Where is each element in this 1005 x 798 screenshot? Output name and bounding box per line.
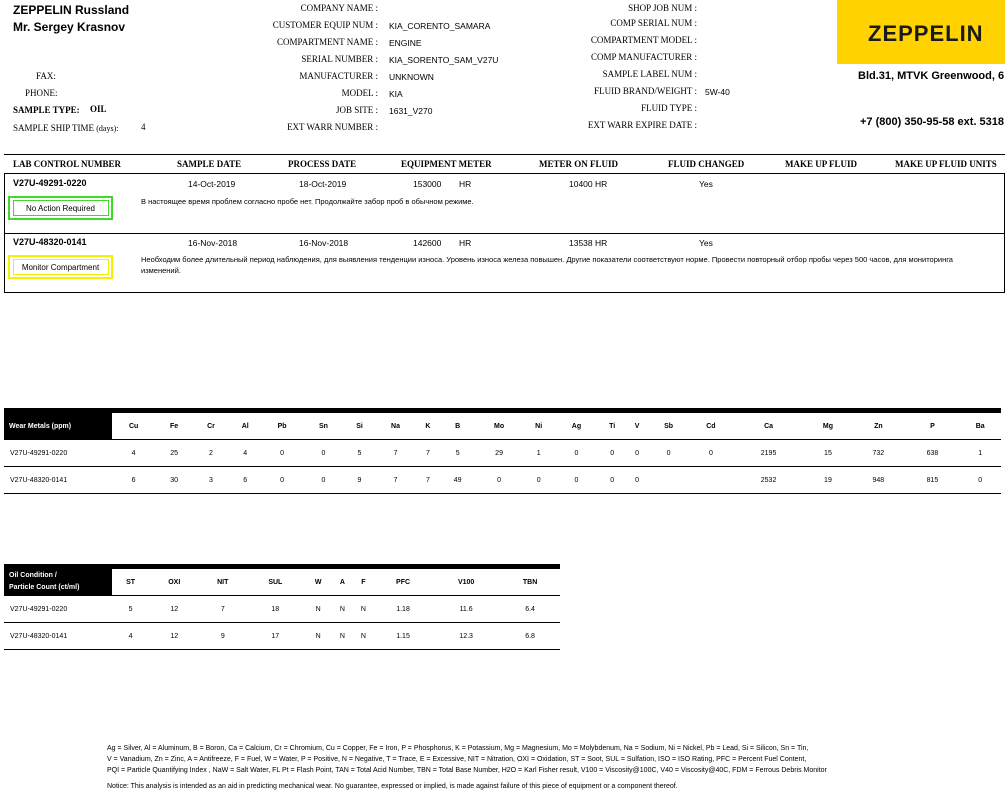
fax-label: FAX:	[36, 71, 56, 81]
ship-time-label: SAMPLE SHIP TIME (days):	[13, 123, 119, 133]
table-cell: 2532	[733, 467, 805, 494]
table-cell: 1	[959, 440, 1001, 467]
sample-comment: В настоящее время проблем согласно пробе нет. Продолжайте забор проб в обычном режиме.	[141, 197, 474, 206]
element-column-header: Mg	[805, 411, 852, 440]
disclaimer-notice: Notice: This analysis is intended as an aid in predicting mechanical wear. No guarantee, expressed or implied, is made against failure of this piece of equipment or a component thereof.	[107, 783, 678, 790]
fluid-field-label: COMPARTMENT MODEL :	[590, 35, 697, 45]
meter-unit: HR	[459, 238, 472, 248]
row-sample-id: V27U-49291-0220	[4, 596, 112, 623]
status-label: No Action Required	[13, 200, 109, 216]
fluid-field-label: COMP SERIAL NUM :	[610, 18, 697, 28]
table-cell: 1.18	[374, 596, 432, 623]
element-column-header: Ag	[555, 411, 598, 440]
col-sample-date: SAMPLE DATE	[177, 159, 242, 169]
abbreviation-legend: Ag = Silver, Al = Aluminum, B = Boron, Ca = Calcium, Cr = Chromium, Cu = Copper, Fe = Iron, P = Phosphorus, K = Potassium, Mg = Magnesium, Mo = Molybdenum, Na = Sodium, Ni = Nickel, Pb = Lead, Si = Silicon, Sn = Tin, V = Vanadium, Zn = Zinc, A = Antifreeze, F = Fuel, W = Water, P = Positive, N = Negative, T = Trace, E = Excessive, NIT = Nitration, OXI = Oxidation, ST = Soot, SUL = Sulfation, ISO = ISO Rating, PFC = Percent Fuel Content, PQI = Particle Quantifying Index , NaW = Salt Water, FL Pt = Flash Point, TAN = Total Acid Number, TBN = Total Base Number, H2O = Karl Fisher result, V100 = Viscosity@100C, V40 = Viscosity@40C, FDM = Ferrous Debris Monitor	[107, 745, 827, 774]
equipment-field-label: COMPARTMENT NAME :	[277, 37, 378, 47]
equipment-field-label: COMPANY NAME :	[300, 3, 378, 13]
element-column-header: Zn	[851, 411, 905, 440]
table-cell: 6	[112, 467, 155, 494]
table-cell: N	[304, 623, 331, 650]
col-meter-on-fluid: METER ON FLUID	[539, 159, 619, 169]
col-equipment-meter: EQUIPMENT METER	[401, 159, 492, 169]
table-cell: 2195	[733, 440, 805, 467]
table-cell: 0	[555, 440, 598, 467]
element-column-header: K	[416, 411, 439, 440]
table-cell: 17	[246, 623, 304, 650]
table-cell: 11.6	[432, 596, 500, 623]
col-make-up-fluid-units: MAKE UP FLUID UNITS	[895, 159, 997, 169]
condition-column-header: OXI	[149, 567, 199, 596]
condition-column-header: TBN	[500, 567, 560, 596]
lab-header-row	[4, 154, 1005, 174]
element-column-header: Mo	[476, 411, 523, 440]
address: Bld.31, MTVK Greenwood, 6	[858, 70, 1005, 82]
table-cell: 12.3	[432, 623, 500, 650]
status-badge	[8, 255, 113, 279]
element-column-header: Ti	[598, 411, 626, 440]
element-column-header: P	[905, 411, 959, 440]
wear-metals-table	[4, 408, 1001, 494]
equipment-field-label: SERIAL NUMBER :	[301, 54, 378, 64]
element-column-header: Fe	[155, 411, 193, 440]
sample-type-value: OIL	[90, 104, 107, 114]
condition-column-header: PFC	[374, 567, 432, 596]
table-cell: 0	[648, 440, 689, 467]
fluid-field-label: SHOP JOB NUM :	[628, 3, 697, 13]
lab-control-number: V27U-48320-0141	[13, 237, 87, 247]
table-cell: 0	[555, 467, 598, 494]
row-sample-id: V27U-49291-0220	[4, 440, 112, 467]
table-cell: 6	[229, 467, 261, 494]
row-sample-id: V27U-48320-0141	[4, 623, 112, 650]
element-column-header: V	[626, 411, 648, 440]
equipment-field-value: KIA	[389, 89, 403, 99]
fluid-field-label: FLUID TYPE :	[641, 103, 697, 113]
fluid-field-label: COMP MANUFACTURER :	[590, 52, 697, 62]
table-row	[4, 596, 560, 623]
fluid-field-value: 5W-40	[705, 87, 730, 97]
process-date: 18-Oct-2019	[299, 179, 347, 189]
table-cell: 0	[959, 467, 1001, 494]
element-column-header: Si	[344, 411, 375, 440]
table-cell: 6.8	[500, 623, 560, 650]
table-cell: 0	[261, 440, 302, 467]
table-cell: 25	[155, 440, 193, 467]
condition-column-header: V100	[432, 567, 500, 596]
table-cell: 18	[246, 596, 304, 623]
table-cell	[689, 467, 732, 494]
meter-on-fluid: 13538 HR	[569, 238, 608, 248]
logo-text: ZEPPELIN	[868, 21, 984, 46]
table-cell: 0	[476, 467, 523, 494]
element-column-header: Al	[229, 411, 261, 440]
phone-label: PHONE:	[25, 88, 58, 98]
fluid-field-label: FLUID BRAND/WEIGHT :	[594, 86, 697, 96]
table-row	[4, 467, 1001, 494]
ship-time-value: 4	[141, 122, 146, 132]
process-date: 16-Nov-2018	[299, 238, 349, 248]
table-cell: 0	[303, 440, 344, 467]
fluid-changed: Yes	[699, 179, 713, 189]
condition-column-header: W	[304, 567, 331, 596]
equipment-field-label: MANUFACTURER :	[299, 71, 378, 81]
table-cell: 5	[440, 440, 476, 467]
table-cell: N	[353, 596, 374, 623]
condition-column-header: NIT	[199, 567, 246, 596]
table-cell: 49	[440, 467, 476, 494]
table-cell: 948	[851, 467, 905, 494]
condition-column-header: SUL	[246, 567, 304, 596]
sample-block	[4, 174, 1005, 234]
wear-metals-title: Wear Metals (ppm)	[4, 411, 112, 440]
table-cell: 0	[626, 467, 648, 494]
table-cell: 12	[149, 596, 199, 623]
equipment-field-value: 1631_V270	[389, 106, 433, 116]
table-cell: N	[353, 623, 374, 650]
condition-column-header: A	[332, 567, 353, 596]
table-cell: 2	[193, 440, 229, 467]
table-row	[4, 623, 560, 650]
col-lab-control-number: LAB CONTROL NUMBER	[13, 159, 122, 169]
table-cell: 4	[112, 623, 149, 650]
table-cell: 12	[149, 623, 199, 650]
table-cell: 0	[303, 467, 344, 494]
equipment-meter: 142600	[413, 238, 442, 248]
table-cell: 7	[199, 596, 246, 623]
oil-condition-table	[4, 564, 560, 650]
equipment-field-value: ENGINE	[389, 38, 422, 48]
sample-type-label: SAMPLE TYPE:	[13, 105, 80, 115]
table-cell: 0	[598, 440, 626, 467]
table-cell	[648, 467, 689, 494]
table-header-row	[4, 567, 560, 596]
table-cell: 7	[416, 467, 439, 494]
sample-block	[4, 234, 1005, 293]
element-column-header: Sb	[648, 411, 689, 440]
col-make-up-fluid: MAKE UP FLUID	[785, 159, 857, 169]
table-cell: 638	[905, 440, 959, 467]
element-column-header: Cd	[689, 411, 732, 440]
table-cell: 0	[261, 467, 302, 494]
status-badge	[8, 196, 113, 220]
table-cell: 7	[416, 440, 439, 467]
element-column-header: Ca	[733, 411, 805, 440]
element-column-header: Sn	[303, 411, 344, 440]
table-cell: 732	[851, 440, 905, 467]
col-fluid-changed: FLUID CHANGED	[668, 159, 745, 169]
table-cell: 7	[375, 467, 416, 494]
phone-number: +7 (800) 350-95-58 ext. 5318	[860, 116, 1005, 128]
col-process-date: PROCESS DATE	[288, 159, 357, 169]
sample-date: 14-Oct-2019	[188, 179, 236, 189]
equipment-field-label: EXT WARR NUMBER :	[287, 122, 378, 132]
sample-comment: Необходим более длительный период наблюдения, для выявления тенденции износа. Уровень износа железа повышен. Другие показатели соответствуют норме. Провести повторный отбор пробы через 500 часов, для мониторинга изменений.	[141, 255, 953, 275]
table-cell: 30	[155, 467, 193, 494]
table-cell: 9	[344, 467, 375, 494]
lab-control-number: V27U-49291-0220	[13, 178, 87, 188]
sample-date: 16-Nov-2018	[188, 238, 238, 248]
meter-on-fluid: 10400 HR	[569, 179, 608, 189]
table-row	[4, 440, 1001, 467]
table-cell: 0	[626, 440, 648, 467]
table-cell: 15	[805, 440, 852, 467]
table-cell: N	[332, 623, 353, 650]
table-cell: 19	[805, 467, 852, 494]
element-column-header: Ba	[959, 411, 1001, 440]
oil-condition-title: Oil Condition / Particle Count (ct/ml)	[4, 567, 112, 596]
meter-unit: HR	[459, 179, 472, 189]
element-column-header: Ni	[522, 411, 554, 440]
table-cell: 7	[375, 440, 416, 467]
fluid-field-label: SAMPLE LABEL NUM :	[602, 69, 697, 79]
table-cell: 0	[689, 440, 732, 467]
table-cell: 1	[522, 440, 554, 467]
company-name: ZEPPELIN Russland	[13, 3, 130, 17]
row-sample-id: V27U-48320-0141	[4, 467, 112, 494]
table-cell: 6.4	[500, 596, 560, 623]
table-cell: 0	[522, 467, 554, 494]
table-header-row	[4, 411, 1001, 440]
table-cell: N	[304, 596, 331, 623]
element-column-header: Cr	[193, 411, 229, 440]
condition-column-header: ST	[112, 567, 149, 596]
equipment-field-label: MODEL :	[341, 88, 378, 98]
contact-name: Mr. Sergey Krasnov	[13, 20, 126, 34]
element-column-header: B	[440, 411, 476, 440]
table-cell: 29	[476, 440, 523, 467]
table-cell: 5	[344, 440, 375, 467]
element-column-header: Pb	[261, 411, 302, 440]
table-cell: 4	[229, 440, 261, 467]
table-cell: 1.15	[374, 623, 432, 650]
equipment-field-value: KIA_CORENTO_SAMARA	[389, 21, 491, 31]
element-column-header: Cu	[112, 411, 155, 440]
table-cell: 0	[598, 467, 626, 494]
table-cell: 9	[199, 623, 246, 650]
table-cell: 5	[112, 596, 149, 623]
table-cell: 4	[112, 440, 155, 467]
fluid-field-label: EXT WARR EXPIRE DATE :	[587, 120, 697, 130]
element-column-header: Na	[375, 411, 416, 440]
equipment-field-value: KIA_SORENTO_SAM_V27U	[389, 55, 499, 65]
equipment-field-value: UNKNOWN	[389, 72, 434, 82]
zeppelin-logo	[837, 0, 1005, 64]
table-cell: N	[332, 596, 353, 623]
fluid-changed: Yes	[699, 238, 713, 248]
status-label: Monitor Compartment	[13, 259, 109, 275]
equipment-meter: 153000	[413, 179, 442, 189]
equipment-field-label: JOB SITE :	[335, 105, 378, 115]
condition-column-header: F	[353, 567, 374, 596]
table-cell: 815	[905, 467, 959, 494]
table-cell: 3	[193, 467, 229, 494]
equipment-field-label: CUSTOMER EQUIP NUM :	[272, 20, 378, 30]
